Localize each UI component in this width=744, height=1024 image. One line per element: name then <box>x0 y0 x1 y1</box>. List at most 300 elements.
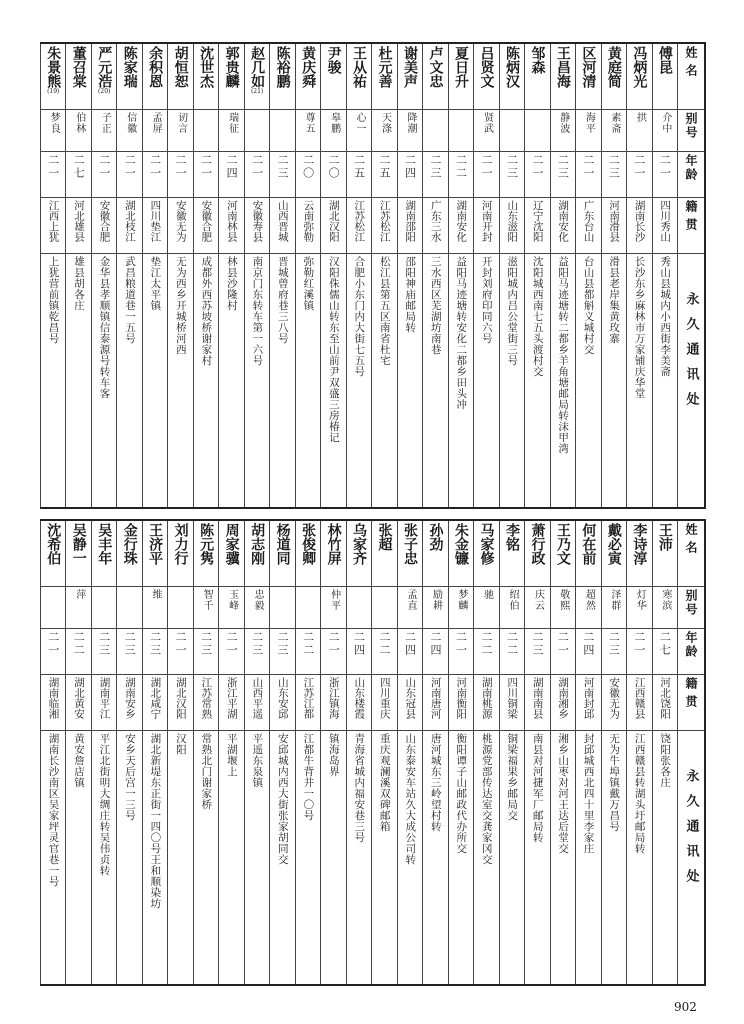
person-address: 无为西乡开城桥河西 <box>174 256 187 355</box>
person-column <box>142 521 167 984</box>
person-address-cell <box>270 731 294 984</box>
person-age-cell <box>500 152 524 198</box>
person-age-cell <box>347 152 371 198</box>
person-address: 开封刘府印同六号 <box>480 256 493 344</box>
person-address-cell <box>474 254 498 507</box>
person-address: 台山县都斛义城村交 <box>582 256 595 355</box>
person-age-cell <box>398 152 422 198</box>
person-column <box>473 521 498 984</box>
person-column <box>524 521 549 984</box>
person-address: 长沙东乡麻林市万家铺庆华堂 <box>633 256 646 399</box>
person-age: 二三 <box>607 154 621 180</box>
person-native-place: 湖南邵阳 <box>404 200 417 242</box>
person-age-cell <box>321 629 345 675</box>
person-native-place: 湖南安化 <box>557 200 570 242</box>
person-name-cell <box>449 521 473 587</box>
person-address-cell <box>270 254 294 507</box>
person-address: 平遥东泉镇 <box>251 733 264 788</box>
person-native-place-cell <box>219 675 243 731</box>
person-column <box>626 44 651 507</box>
person-age: 二二 <box>505 631 519 657</box>
person-native-place: 安徽寿县 <box>251 200 264 242</box>
person-alias: 忠毅 <box>252 589 264 611</box>
person-alias-cell <box>653 587 677 629</box>
person-native-place-cell <box>117 198 141 254</box>
header-alias-cell <box>678 110 704 152</box>
person-alias-cell <box>500 587 524 629</box>
person-name-cell <box>321 44 345 110</box>
person-alias-cell <box>92 110 116 152</box>
person-address: 滋阳城内吕公堂街三号 <box>506 256 519 366</box>
person-alias-cell <box>423 587 447 629</box>
person-address-cell <box>423 254 447 507</box>
person-alias: 海平 <box>583 112 595 134</box>
person-address-cell <box>66 731 90 984</box>
person-address-cell <box>576 254 600 507</box>
person-native-place-cell <box>321 198 345 254</box>
person-address-cell <box>347 731 371 984</box>
person-alias: 孟直 <box>405 589 417 611</box>
person-age-cell <box>602 152 626 198</box>
header-place: 籍贯 <box>684 677 699 713</box>
person-address-cell <box>347 254 371 507</box>
person-name-cell <box>41 521 65 587</box>
person-age-cell <box>372 629 396 675</box>
person-native-place: 四川垫江 <box>149 200 162 242</box>
header-column <box>677 44 704 507</box>
person-address: 湖北新堤东正街一四〇号王和顺染坊 <box>149 733 162 909</box>
person-column <box>499 44 524 507</box>
person-alias-cell <box>117 587 141 629</box>
person-column <box>218 521 243 984</box>
person-column <box>65 44 90 507</box>
person-address-cell <box>627 254 651 507</box>
person-alias: 孟屏 <box>150 112 162 134</box>
person-address-cell <box>602 254 626 507</box>
person-column <box>575 521 600 984</box>
person-name: 马家修 <box>478 523 495 565</box>
person-alias: 梦麟 <box>455 589 467 611</box>
person-native-place-cell <box>627 198 651 254</box>
person-column <box>244 521 269 984</box>
person-address-cell <box>245 731 269 984</box>
header-age: 年龄 <box>684 631 699 659</box>
person-address: 安邱城内西大街张家胡同交 <box>276 733 289 865</box>
header-name: 姓名 <box>684 46 699 82</box>
person-column <box>626 521 651 984</box>
person-address: 弥勒红溪镇 <box>302 256 315 311</box>
person-age: 二一 <box>530 154 544 180</box>
person-alias: 敬熙 <box>557 589 569 611</box>
person-address: 滑县老岸集黄玫寨 <box>608 256 621 344</box>
person-age: 二三 <box>148 631 162 657</box>
person-age: 二三 <box>276 631 290 657</box>
person-age-cell <box>500 629 524 675</box>
person-alias-cell <box>92 587 116 629</box>
person-alias: 绍伯 <box>506 589 518 611</box>
person-column <box>422 521 447 984</box>
person-alias-cell <box>194 587 218 629</box>
person-age-cell <box>474 629 498 675</box>
person-native-place: 湖北咸宁 <box>149 677 162 719</box>
person-native-place: 湖南临湘 <box>47 677 60 719</box>
person-name-cell <box>270 44 294 110</box>
person-alias-cell <box>194 110 218 152</box>
person-column <box>65 521 90 984</box>
person-name: 沈希伯 <box>45 523 62 565</box>
person-alias-cell <box>321 587 345 629</box>
person-name-cell <box>219 521 243 587</box>
person-address-cell <box>321 731 345 984</box>
person-address-cell <box>92 731 116 984</box>
person-alias: 素斋 <box>608 112 620 134</box>
person-age: 二五 <box>378 154 392 180</box>
person-age-cell <box>41 629 65 675</box>
person-address-cell <box>372 254 396 507</box>
person-alias-cell <box>117 110 141 152</box>
person-native-place-cell <box>194 675 218 731</box>
person-age-cell <box>143 152 167 198</box>
person-address: 无为牛埠镇戴万昌号 <box>608 733 621 832</box>
person-native-place-cell <box>423 675 447 731</box>
person-name-cell <box>92 521 116 587</box>
person-name: 胡恒恕 <box>172 46 189 88</box>
person-age: 二五 <box>352 154 366 180</box>
person-name: 王沛 <box>656 523 673 551</box>
person-address: 沈阳城西南七五头渡村交 <box>531 256 544 377</box>
person-native-place-cell <box>245 198 269 254</box>
person-alias-cell <box>245 587 269 629</box>
person-alias: 讱言 <box>175 112 187 134</box>
person-age-cell <box>194 629 218 675</box>
person-address: 平湖堰上 <box>225 733 238 777</box>
person-address-cell <box>551 254 575 507</box>
person-name: 冯炳光 <box>631 46 648 88</box>
person-alias: 梦良 <box>48 112 60 134</box>
person-age-cell <box>92 152 116 198</box>
person-native-place: 广东三水 <box>429 200 442 242</box>
person-name: 黄庆舜 <box>300 46 317 88</box>
person-address: 雄县胡各庄 <box>72 256 85 311</box>
person-name-cell <box>194 44 218 110</box>
person-alias-cell <box>398 587 422 629</box>
person-name: 王昌海 <box>554 46 571 88</box>
person-native-place-cell <box>602 198 626 254</box>
person-alias: 泽群 <box>608 589 620 611</box>
person-name-cell <box>245 44 269 110</box>
person-native-place-cell <box>245 675 269 731</box>
person-native-place-cell <box>92 198 116 254</box>
person-native-place-cell <box>627 675 651 731</box>
person-age-cell <box>372 152 396 198</box>
person-age: 二一 <box>46 631 60 657</box>
person-column <box>550 44 575 507</box>
person-native-place-cell <box>474 198 498 254</box>
person-alias-cell <box>602 587 626 629</box>
person-address-cell <box>653 254 677 507</box>
person-address-cell <box>219 254 243 507</box>
person-native-place: 河南衡阳 <box>455 677 468 719</box>
person-column <box>320 44 345 507</box>
person-age-cell <box>270 152 294 198</box>
person-age-cell <box>296 152 320 198</box>
person-native-place: 湖南平江 <box>98 677 111 719</box>
person-address: 益阳马迹塘转二都乡羊角塘邮局转沫甲湾 <box>557 256 570 454</box>
person-address: 饶阳张各庄 <box>659 733 672 788</box>
person-name-cell <box>474 44 498 110</box>
person-alias: 瑞征 <box>226 112 238 134</box>
person-name-cell <box>41 44 65 110</box>
person-age-cell <box>194 152 218 198</box>
person-name-cell <box>423 521 447 587</box>
person-address-cell <box>449 731 473 984</box>
person-name-cell <box>525 521 549 587</box>
person-native-place: 湖南南县 <box>531 677 544 719</box>
person-native-place: 河南林县 <box>225 200 238 242</box>
person-native-place-cell <box>398 675 422 731</box>
person-name: 尹骏 <box>325 46 342 74</box>
person-address: 湘乡山枣对河王达后堂交 <box>557 733 570 854</box>
person-address-cell <box>117 254 141 507</box>
person-name-cell <box>576 44 600 110</box>
person-column <box>473 44 498 507</box>
person-age-cell <box>270 629 294 675</box>
header-name-cell <box>678 521 704 587</box>
header-age: 年龄 <box>684 154 699 182</box>
person-column <box>244 44 269 507</box>
person-alias: 萍 <box>73 589 85 600</box>
person-name-cell <box>627 521 651 587</box>
person-native-place-cell <box>423 198 447 254</box>
person-column <box>448 44 473 507</box>
person-column <box>142 44 167 507</box>
person-alias-cell <box>474 110 498 152</box>
person-native-place: 江苏江都 <box>302 677 315 719</box>
person-native-place: 辽宁沈阳 <box>531 200 544 242</box>
person-age-cell <box>245 629 269 675</box>
person-alias: 超然 <box>583 589 595 611</box>
person-address-cell <box>194 254 218 507</box>
person-native-place-cell <box>347 675 371 731</box>
person-alias-cell <box>423 110 447 152</box>
person-native-place: 河南滑县 <box>608 200 621 242</box>
person-age: 二三 <box>607 631 621 657</box>
person-address: 垫江太平镇 <box>149 256 162 311</box>
person-name: 陈家瑞 <box>121 46 138 88</box>
person-age-cell <box>449 152 473 198</box>
person-age: 二一 <box>250 154 264 180</box>
person-alias: 仲平 <box>328 589 340 611</box>
person-native-place: 浙江平湖 <box>225 677 238 719</box>
person-address: 武昌粮道巷一五号 <box>123 256 136 344</box>
person-native-place-cell <box>474 675 498 731</box>
person-alias: 静波 <box>557 112 569 134</box>
person-alias-cell <box>627 587 651 629</box>
person-alias-cell <box>270 110 294 152</box>
person-alias: 维 <box>150 589 162 600</box>
person-native-place-cell <box>449 198 473 254</box>
person-name-cell <box>602 521 626 587</box>
person-column <box>652 521 677 984</box>
person-age-cell <box>143 629 167 675</box>
person-name: 黄庭简 <box>605 46 622 88</box>
person-name-cell <box>296 521 320 587</box>
person-address-cell <box>627 731 651 984</box>
person-address-cell <box>296 731 320 984</box>
person-age: 二三 <box>199 631 213 657</box>
person-age: 二四 <box>352 631 366 657</box>
person-address: 平江北街明大绸庄转吴伟贞转 <box>98 733 111 876</box>
person-name: 吴静一 <box>70 523 87 565</box>
person-alias-cell <box>143 587 167 629</box>
header-alias: 别号 <box>684 112 699 140</box>
person-address: 晋城曾府巷三八号 <box>276 256 289 344</box>
person-age: 二三 <box>530 631 544 657</box>
person-column <box>575 44 600 507</box>
person-age-cell <box>627 152 651 198</box>
person-native-place: 山东冠县 <box>404 677 417 719</box>
person-name: 余积恩 <box>147 46 164 88</box>
person-name-cell <box>296 44 320 110</box>
person-alias-cell <box>245 110 269 152</box>
person-alias-cell <box>653 110 677 152</box>
person-name-cell <box>219 44 243 110</box>
person-age: 二一 <box>225 631 239 657</box>
person-native-place: 浙江镇海 <box>327 677 340 719</box>
person-alias-cell <box>602 110 626 152</box>
person-age-cell <box>525 152 549 198</box>
person-alias: 心一 <box>354 112 366 134</box>
header-place-cell <box>678 675 704 731</box>
person-age: 二三 <box>505 154 519 180</box>
person-age: 二二 <box>479 631 493 657</box>
person-address-cell <box>576 731 600 984</box>
person-alias-cell <box>296 587 320 629</box>
person-alias-cell <box>219 587 243 629</box>
person-native-place: 山东楼霞 <box>353 677 366 719</box>
person-age: 二七 <box>72 154 86 180</box>
person-address-cell <box>602 731 626 984</box>
person-alias: 智千 <box>201 589 213 611</box>
person-column <box>652 44 677 507</box>
person-name: 陈炳汉 <box>503 46 520 88</box>
person-alias-cell <box>449 110 473 152</box>
person-name-cell <box>270 521 294 587</box>
person-name: 赵几如 <box>249 46 266 88</box>
person-address-cell <box>423 731 447 984</box>
person-alias-cell <box>143 110 167 152</box>
person-address-cell <box>525 731 549 984</box>
person-native-place-cell <box>551 675 575 731</box>
person-name-cell <box>92 44 116 110</box>
person-age: 二四 <box>581 631 595 657</box>
person-column <box>371 44 396 507</box>
person-native-place-cell <box>449 675 473 731</box>
person-address: 三水西区芜湖坊南巷 <box>429 256 442 355</box>
person-age: 二三 <box>276 154 290 180</box>
person-age-cell <box>423 629 447 675</box>
person-name: 吕贤文 <box>478 46 495 88</box>
person-age-cell <box>92 629 116 675</box>
person-address: 青海省城内福安巷三号 <box>353 733 366 843</box>
person-name-cell <box>525 44 549 110</box>
person-alias-cell <box>398 110 422 152</box>
person-name-cell <box>66 44 90 110</box>
person-alias-cell <box>41 110 65 152</box>
person-address-cell <box>117 731 141 984</box>
person-age-cell <box>449 629 473 675</box>
person-native-place-cell <box>92 675 116 731</box>
person-address-cell <box>41 254 65 507</box>
person-column <box>116 44 141 507</box>
person-alias-cell <box>270 587 294 629</box>
person-alias: 介中 <box>659 112 671 134</box>
person-native-place-cell <box>576 198 600 254</box>
person-address-cell <box>500 254 524 507</box>
person-age: 二一 <box>46 154 60 180</box>
person-column <box>116 521 141 984</box>
person-address-cell <box>66 254 90 507</box>
header-address: 永久通讯处 <box>683 292 699 417</box>
person-column <box>269 44 294 507</box>
person-address: 封邱城西北四十里李家庄 <box>582 733 595 854</box>
person-name: 金行珠 <box>121 523 138 565</box>
person-column <box>91 521 116 984</box>
person-native-place: 湖南安化 <box>455 200 468 242</box>
person-age: 二一 <box>454 631 468 657</box>
person-alias-cell <box>66 587 90 629</box>
person-name-cell <box>653 521 677 587</box>
person-address: 铜梁福果乡邮局交 <box>506 733 519 821</box>
person-alias: 灯华 <box>634 589 646 611</box>
person-name: 张俊卿 <box>300 523 317 565</box>
header-name-cell <box>678 44 704 110</box>
person-native-place: 河北饶阳 <box>659 677 672 719</box>
person-address-cell <box>449 254 473 507</box>
person-name: 杜元善 <box>376 46 393 88</box>
person-native-place-cell <box>219 198 243 254</box>
person-age: 二三 <box>123 631 137 657</box>
person-name-cell <box>168 44 192 110</box>
person-column <box>295 521 320 984</box>
header-alias-cell <box>678 587 704 629</box>
person-age-cell <box>168 152 192 198</box>
header-age-cell <box>678 629 704 675</box>
person-column <box>524 44 549 507</box>
person-native-place-cell <box>653 198 677 254</box>
person-age-cell <box>219 152 243 198</box>
person-age-cell <box>117 152 141 198</box>
person-name: 张超 <box>376 523 393 551</box>
person-age: 二四 <box>403 631 417 657</box>
person-age: 二三 <box>250 631 264 657</box>
person-address: 松江县第五区南省杜宅 <box>378 256 391 366</box>
person-native-place: 安徽合肥 <box>98 200 111 242</box>
person-column <box>91 44 116 507</box>
person-address-cell <box>219 731 243 984</box>
person-address-cell <box>398 254 422 507</box>
person-age: 二二 <box>72 631 86 657</box>
person-name-cell <box>321 521 345 587</box>
page-number: 902 <box>674 1000 697 1014</box>
person-alias-cell <box>372 587 396 629</box>
person-native-place-cell <box>41 198 65 254</box>
person-native-place: 湖南长沙 <box>633 200 646 242</box>
person-column <box>167 44 192 507</box>
person-name: 乌家齐 <box>351 523 368 565</box>
person-native-place-cell <box>194 198 218 254</box>
person-name-cell <box>194 521 218 587</box>
